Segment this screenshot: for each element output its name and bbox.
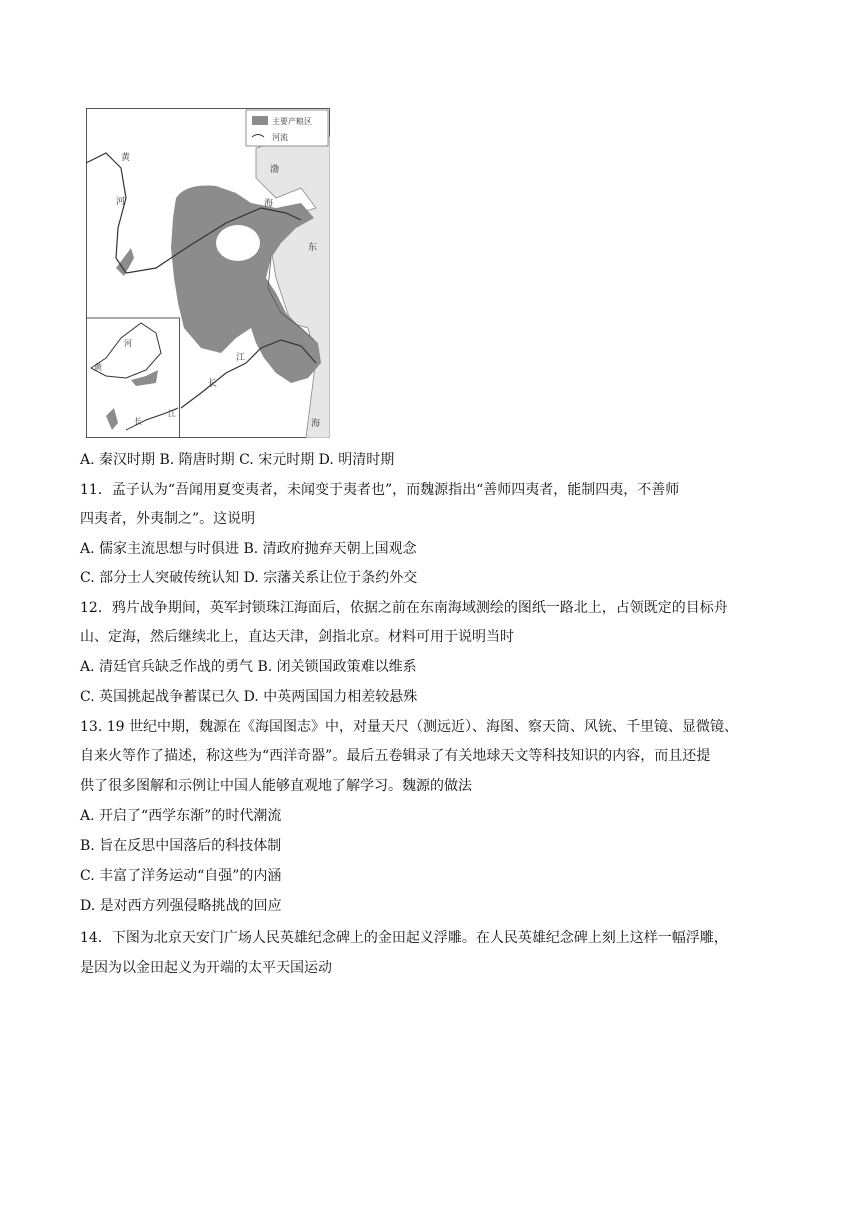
label-jiang: 江	[236, 353, 246, 363]
legend-river-label: 河流	[272, 133, 288, 142]
q11-stem-line-2: 四夷者，外夷制之”。这说明	[80, 511, 256, 527]
q13-stem-line-2: 自来火等作了描述，称这些为“西洋奇器”。最后五卷辑录了有关地球天文等科技知识的内容，而且还提	[80, 748, 711, 764]
q13-stem-line-3: 供了很多图解和示例让中国人能够直观地了解学习。魏源的做法	[80, 778, 472, 794]
q13-option-b: B. 旨在反思中国落后的科技体制	[80, 838, 282, 854]
label-he: 河	[116, 197, 126, 207]
label-huang: 黄	[121, 153, 131, 163]
q13-option-c: C. 丰富了洋务运动“自强”的内涵	[80, 868, 282, 884]
label-hai-dong: 海	[311, 419, 321, 429]
legend-grain-label: 主要产粮区	[272, 117, 312, 126]
q12-options-cd: C. 英国挑起战争蓄谋已久 D. 中英两国国力相差较悬殊	[80, 689, 418, 705]
label-hai-bo: 海	[264, 199, 274, 209]
inset-label-huang: 黄	[94, 363, 102, 372]
label-dong: 东	[308, 243, 318, 253]
inset-label-jiang: 江	[168, 409, 176, 418]
q12-options-ab: A. 清廷官兵缺乏作战的勇气 B. 闭关锁国政策难以维系	[80, 659, 417, 675]
inset-label-he: 河	[124, 339, 132, 348]
label-bo: 渤	[270, 165, 280, 175]
q14-stem-line-2: 是因为以金田起义为开端的太平天国运动	[80, 960, 332, 976]
q10-options: A. 秦汉时期 B. 隋唐时期 C. 宋元时期 D. 明清时期	[80, 452, 395, 468]
label-chang: 长	[208, 379, 218, 389]
q12-stem-line-2: 山、定海，然后继续北上，直达天津，剑指北京。材料可用于说明当时	[80, 629, 514, 645]
q11-options-cd: C. 部分士人突破传统认知 D. 宗藩关系让位于条约外交	[80, 570, 418, 586]
inset-label-chang: 长	[134, 417, 142, 426]
q11-stem-line-1: 11．孟子认为“吾闻用夏变夷者，未闻变于夷者也”，而魏源指出“善师四夷者，能制四夷，不善师	[80, 482, 680, 498]
q11-options-ab: A. 儒家主流思想与时俱进 B. 清政府抛弃天朝上国观念	[80, 541, 417, 557]
q13-option-d: D. 是对西方列强侵略挑战的回应	[80, 898, 282, 914]
q12-stem-line-1: 12．鸦片战争期间，英军封锁珠江海面后，依据之前在东南海域测绘的图纸一路北上，占领既定的目标舟	[80, 600, 728, 616]
q14-stem-line-1: 14．下图为北京天安门广场人民英雄纪念碑上的金田起义浮雕。在人民英雄纪念碑上刻上这样一幅浮雕，	[80, 930, 728, 946]
grain-production-map	[86, 108, 330, 438]
q13-stem-line-1: 13. 19 世纪中期，魏源在《海国图志》中，对量天尺（测远近）、海图、察天筒、风铳、千里镜、显微镜、	[80, 719, 738, 735]
q13-option-a: A. 开启了“西学东渐”的时代潮流	[80, 808, 282, 824]
